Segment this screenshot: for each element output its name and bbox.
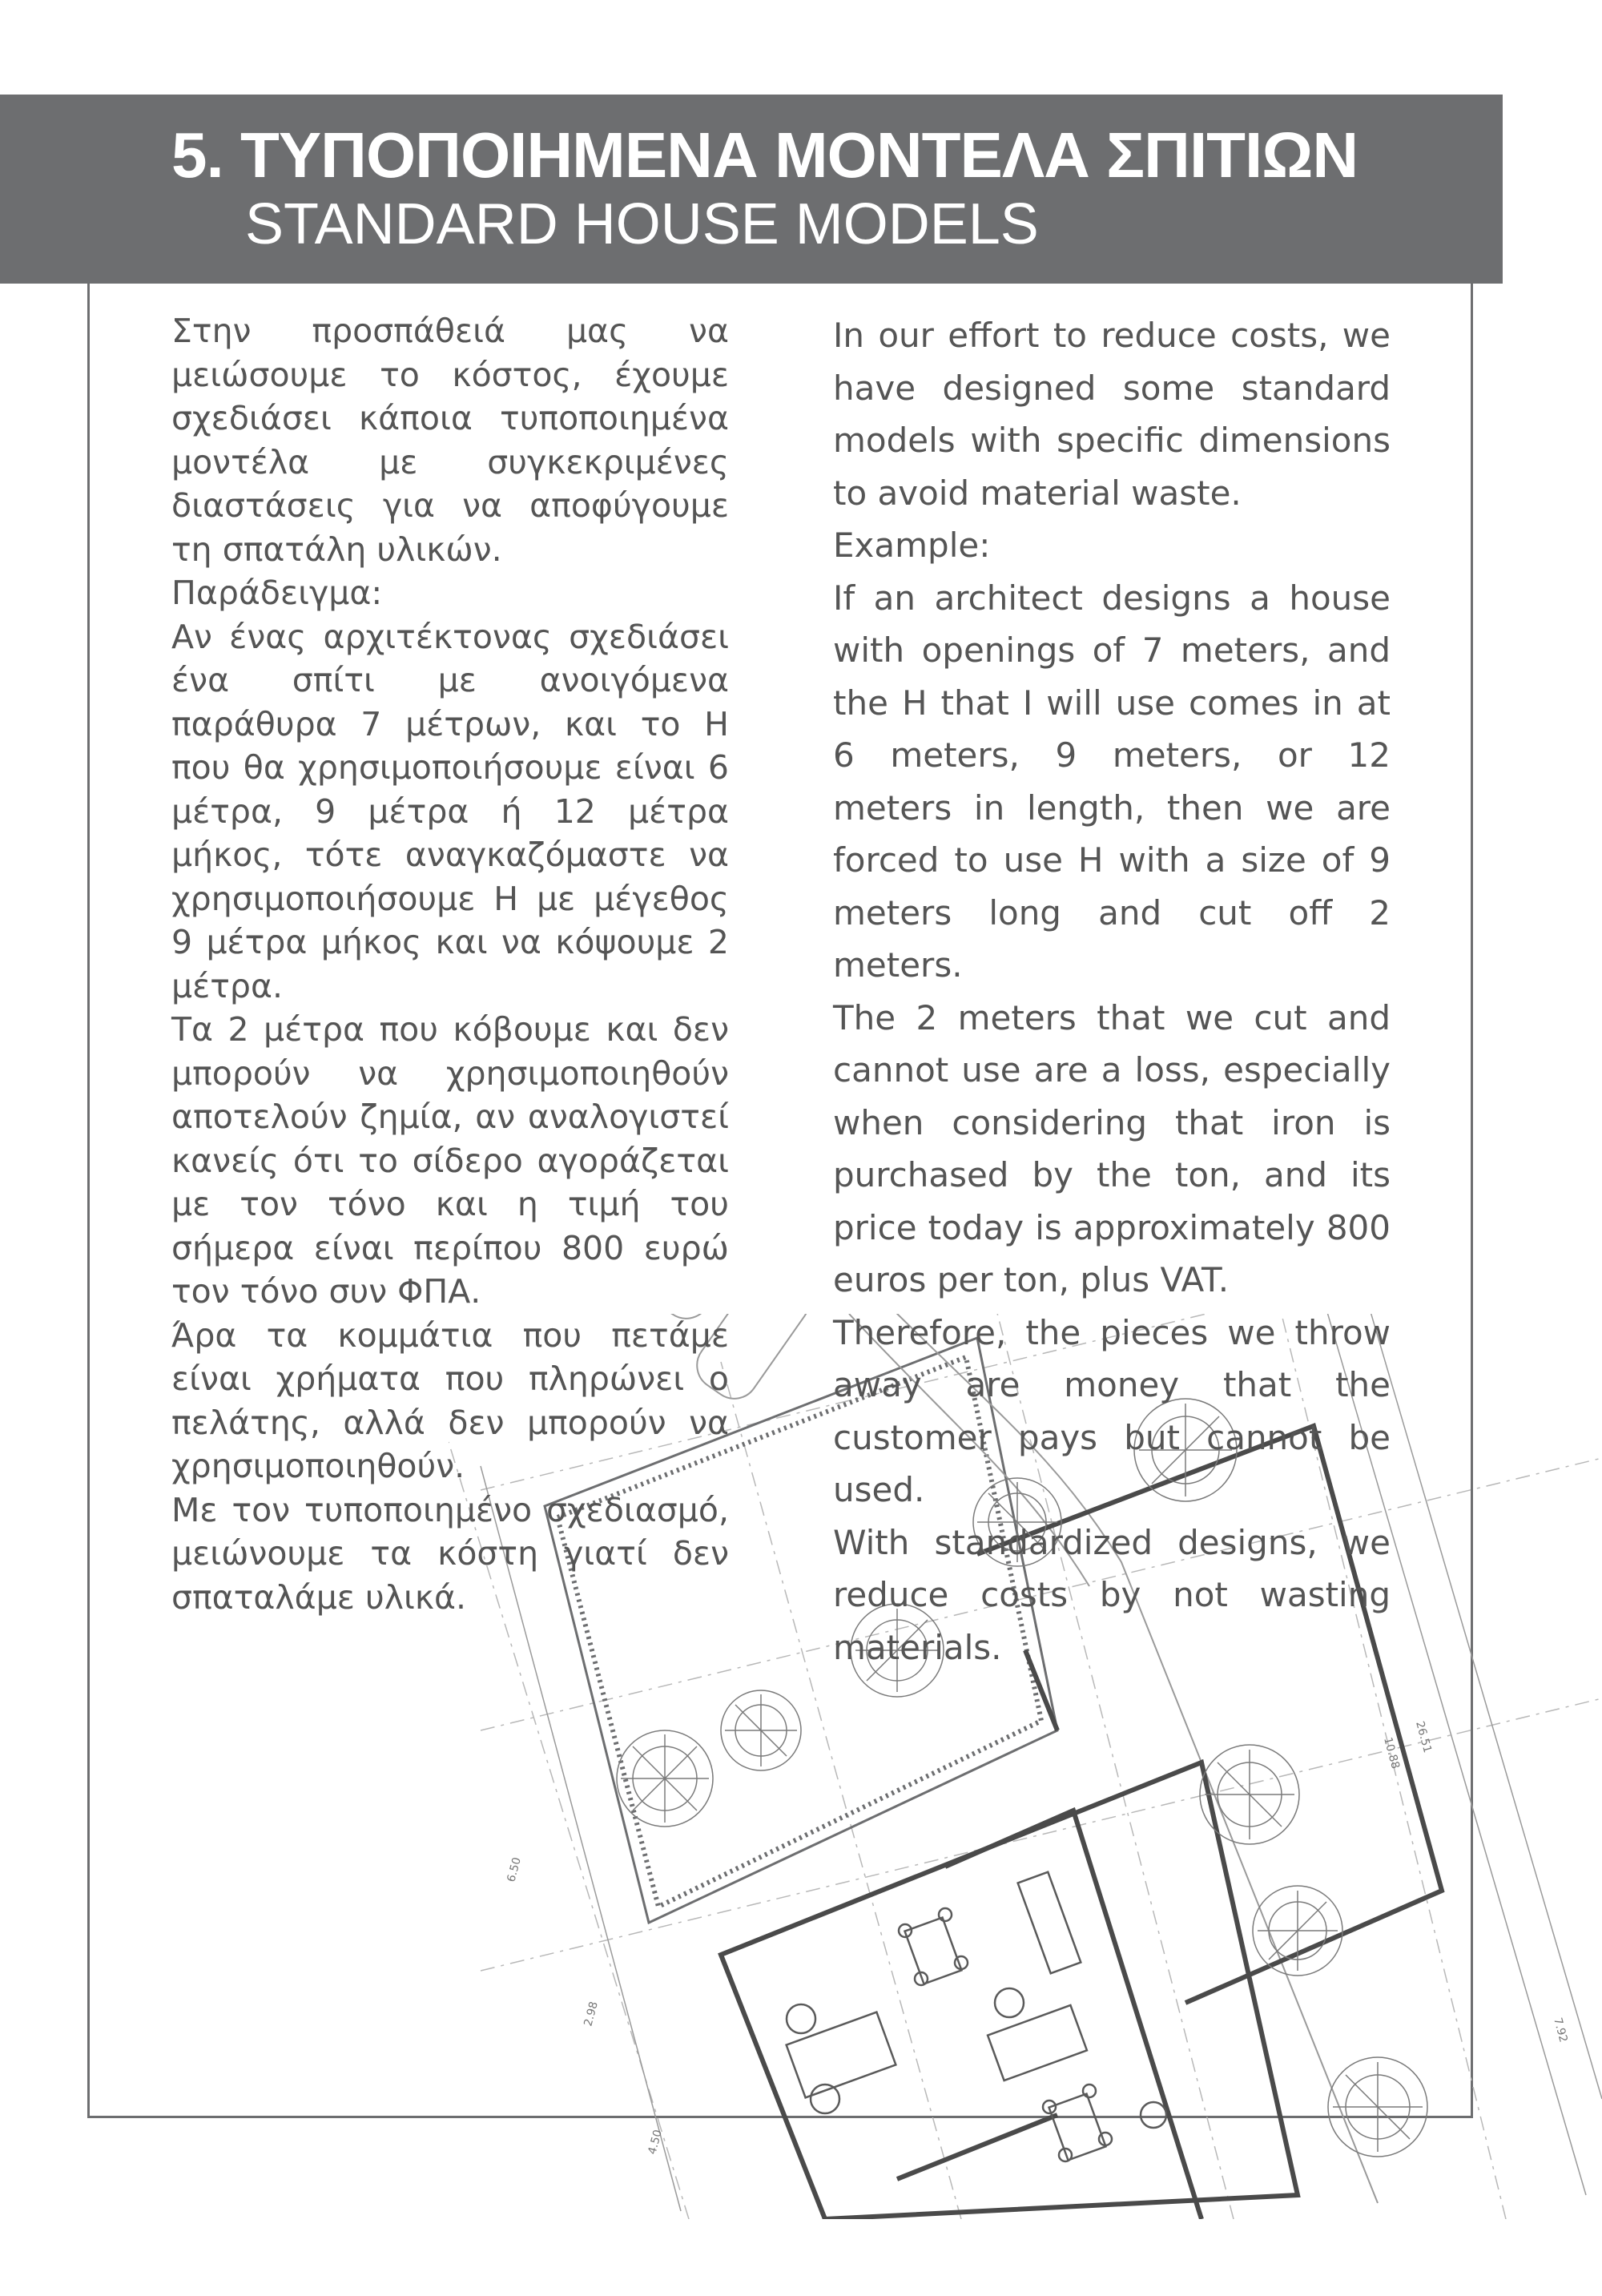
greek-paragraph: Με τον τυποποιημένο σχεδιασμό, μειώνουμε τα κόστη γιατί δεν σπαταλάμε υλικά. [171, 1490, 729, 1617]
english-paragraph: Therefore, the pieces we throw away are money that the customer pays but cannot be used. [833, 1312, 1391, 1509]
english-text-column [833, 309, 1391, 1674]
english-paragraph: With standardized designs, we reduce costs by not wasting materials. [833, 1522, 1391, 1667]
english-paragraph: The 2 meters that we cut and cannot use are a loss, especially when considering that iron is purchased by the ton, and its price today is approximately 800 euros per ton, plus VAT. [833, 997, 1391, 1299]
english-paragraph: If an architect designs a house with openings of 7 meters, and the H that I will use comes in at 6 meters, 9 meters, or 12 meters in length, then we are forced to use H with a size of 9 meters long and cut off 2 meters. [833, 578, 1391, 985]
dimension-label: 7.92 [1551, 2016, 1570, 2044]
greek-text-column [171, 309, 729, 1619]
english-paragraph: In our effort to reduce costs, we have designed some standard models with specific dimensions to avoid material waste. [833, 316, 1391, 513]
greek-paragraph: Στην προσπάθειά μας να μειώσουμε το κόστος, έχουμε σχεδιάσει κάποια τυποποιημένα μοντέλα με συγκεκριμένες διαστάσεις για να αποφύγουμε τη σπατάλη υλικών. [171, 312, 729, 569]
page-title: 5. ΤΥΠΟΠΟΙΗΜΕΝΑ ΜΟΝΤΕΛΑ ΣΠΙΤΙΩΝ [171, 119, 1358, 191]
dimension-label: 6.50 [505, 1855, 524, 1884]
greek-paragraph: Άρα τα κομμάτια που πετάμε είναι χρήματα που πληρώνει ο πελάτης, αλλά δεν μπορούν να χρησιμοποιηθούν. [171, 1315, 729, 1485]
dimension-label: 10.88 [1381, 1735, 1402, 1770]
dimension-label: 26.51 [1413, 1719, 1434, 1754]
greek-paragraph: Τα 2 μέτρα που κόβουμε και δεν μπορούν να χρησιμοποιηθούν αποτελούν ζημία, αν αναλογιστεί κανείς ότι το σίδερο αγοράζεται με τον τόνο και η τιμή του σήμερα είναι περίπου 800 ευρώ τον τόνο συν ΦΠΑ. [171, 1010, 729, 1311]
greek-paragraph: Παράδειγμα: [171, 574, 383, 612]
greek-paragraph: Αν ένας αρχιτέκτονας σχεδιάσει ένα σπίτι με ανοιγόμενα παράθυρα 7 μέτρων, και το Η που θα χρησιμοποιήσουμε είναι 6 μέτρα, 9 μέτρα ή 12 μέτρα μήκος, τότε αναγκαζόμαστε να χρησιμοποιήσουμε Η με μέγεθος 9 μέτρα μήκος και να κόψουμε 2 μέτρα. [171, 617, 729, 1005]
dimension-label: 2.98 [582, 2000, 601, 2028]
dimension-label: 4.50 [646, 2128, 665, 2157]
english-paragraph: Example: [833, 526, 991, 565]
page-subtitle: STANDARD HOUSE MODELS [245, 192, 1039, 256]
